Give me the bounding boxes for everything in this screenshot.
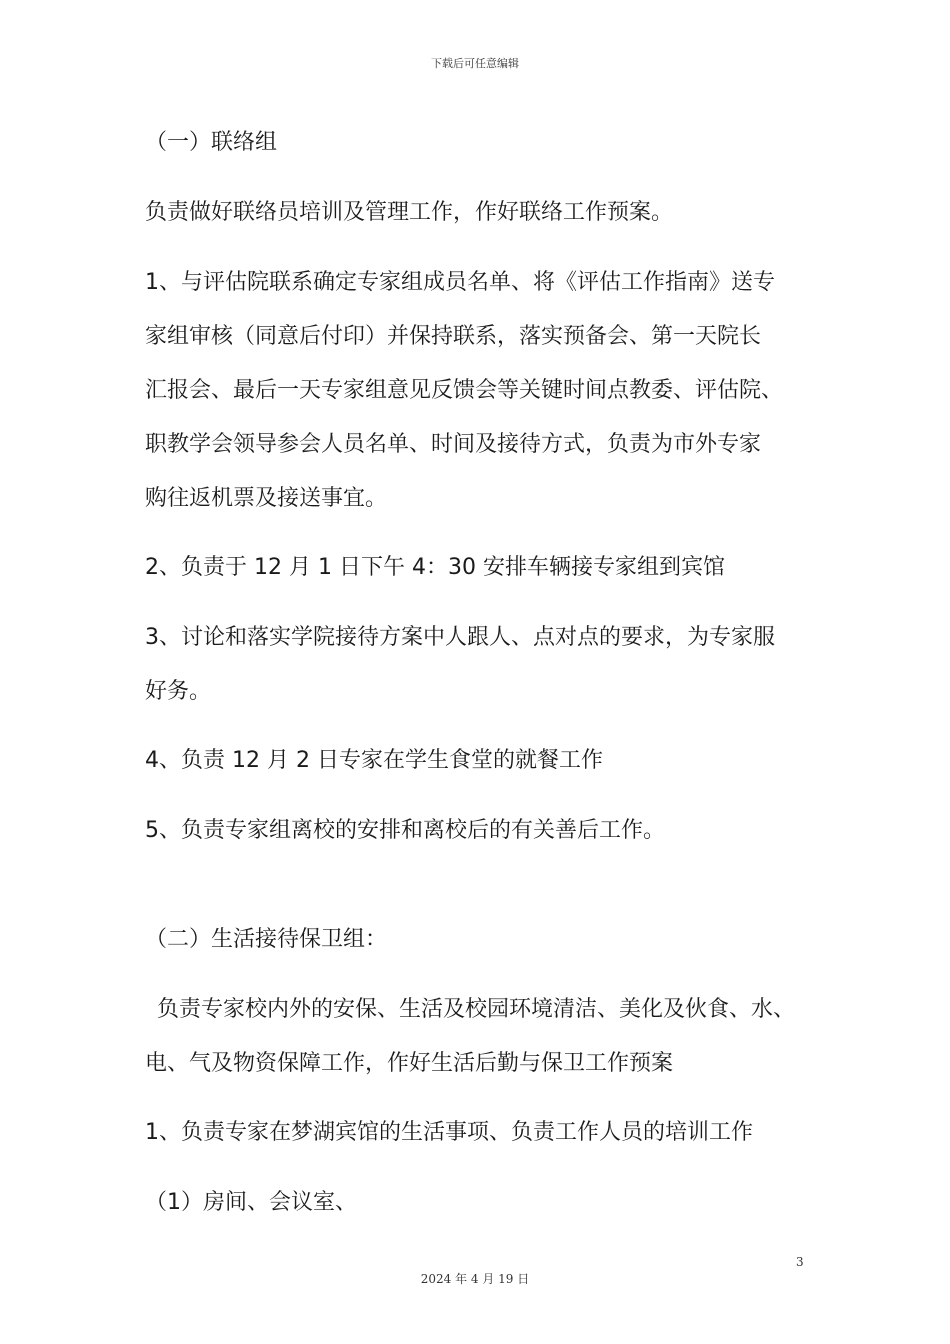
header-note: 下载后可任意编辑 (431, 57, 519, 70)
page-number: 3 (796, 1255, 804, 1269)
section-2-intro-line-2: 电、气及物资保障工作，作好生活后勤与保卫工作预案 (145, 1051, 674, 1076)
section-2-item-1: 1、负责专家在梦湖宾馆的生活事项、负责工作人员的培训工作 (145, 1120, 753, 1145)
item-5: 5、负责专家组离校的安排和离校后的有关善后工作。 (145, 818, 665, 843)
item-1-line-2: 家组审核（同意后付印）并保持联系，落实预备会、第一天院长 (145, 324, 762, 349)
item-4: 4、负责 12 月 2 日专家在学生食堂的就餐工作 (145, 748, 603, 773)
section-2-title: （二）生活接待保卫组： (145, 927, 388, 952)
section-1-title: （一）联络组 (145, 130, 278, 155)
section-2-intro-line-1: 负责专家校内外的安保、生活及校园环境清洁、美化及伙食、水、 (157, 997, 796, 1022)
item-1-line-5: 购往返机票及接送事宜。 (145, 486, 388, 511)
footer-date: 2024 年 4 月 19 日 (420, 1272, 530, 1286)
item-1-line-3: 汇报会、最后一天专家组意见反馈会等关键时间点教委、评估院、 (145, 378, 784, 403)
item-1-line-1: 1、与评估院联系确定专家组成员名单、将《评估工作指南》送专 (145, 270, 775, 295)
item-3-line-1: 3、讨论和落实学院接待方案中人跟人、点对点的要求，为专家服 (145, 625, 775, 650)
section-2-sub-1: （1）房间、会议室、 (145, 1190, 357, 1215)
section-1-intro: 负责做好联络员培训及管理工作，作好联络工作预案。 (145, 200, 674, 225)
item-2: 2、负责于 12 月 1 日下午 4：30 安排车辆接专家组到宾馆 (145, 555, 725, 580)
item-1-line-4: 职教学会领导参会人员名单、时间及接待方式，负责为市外专家 (145, 432, 762, 457)
item-3-line-2: 好务。 (145, 679, 212, 704)
